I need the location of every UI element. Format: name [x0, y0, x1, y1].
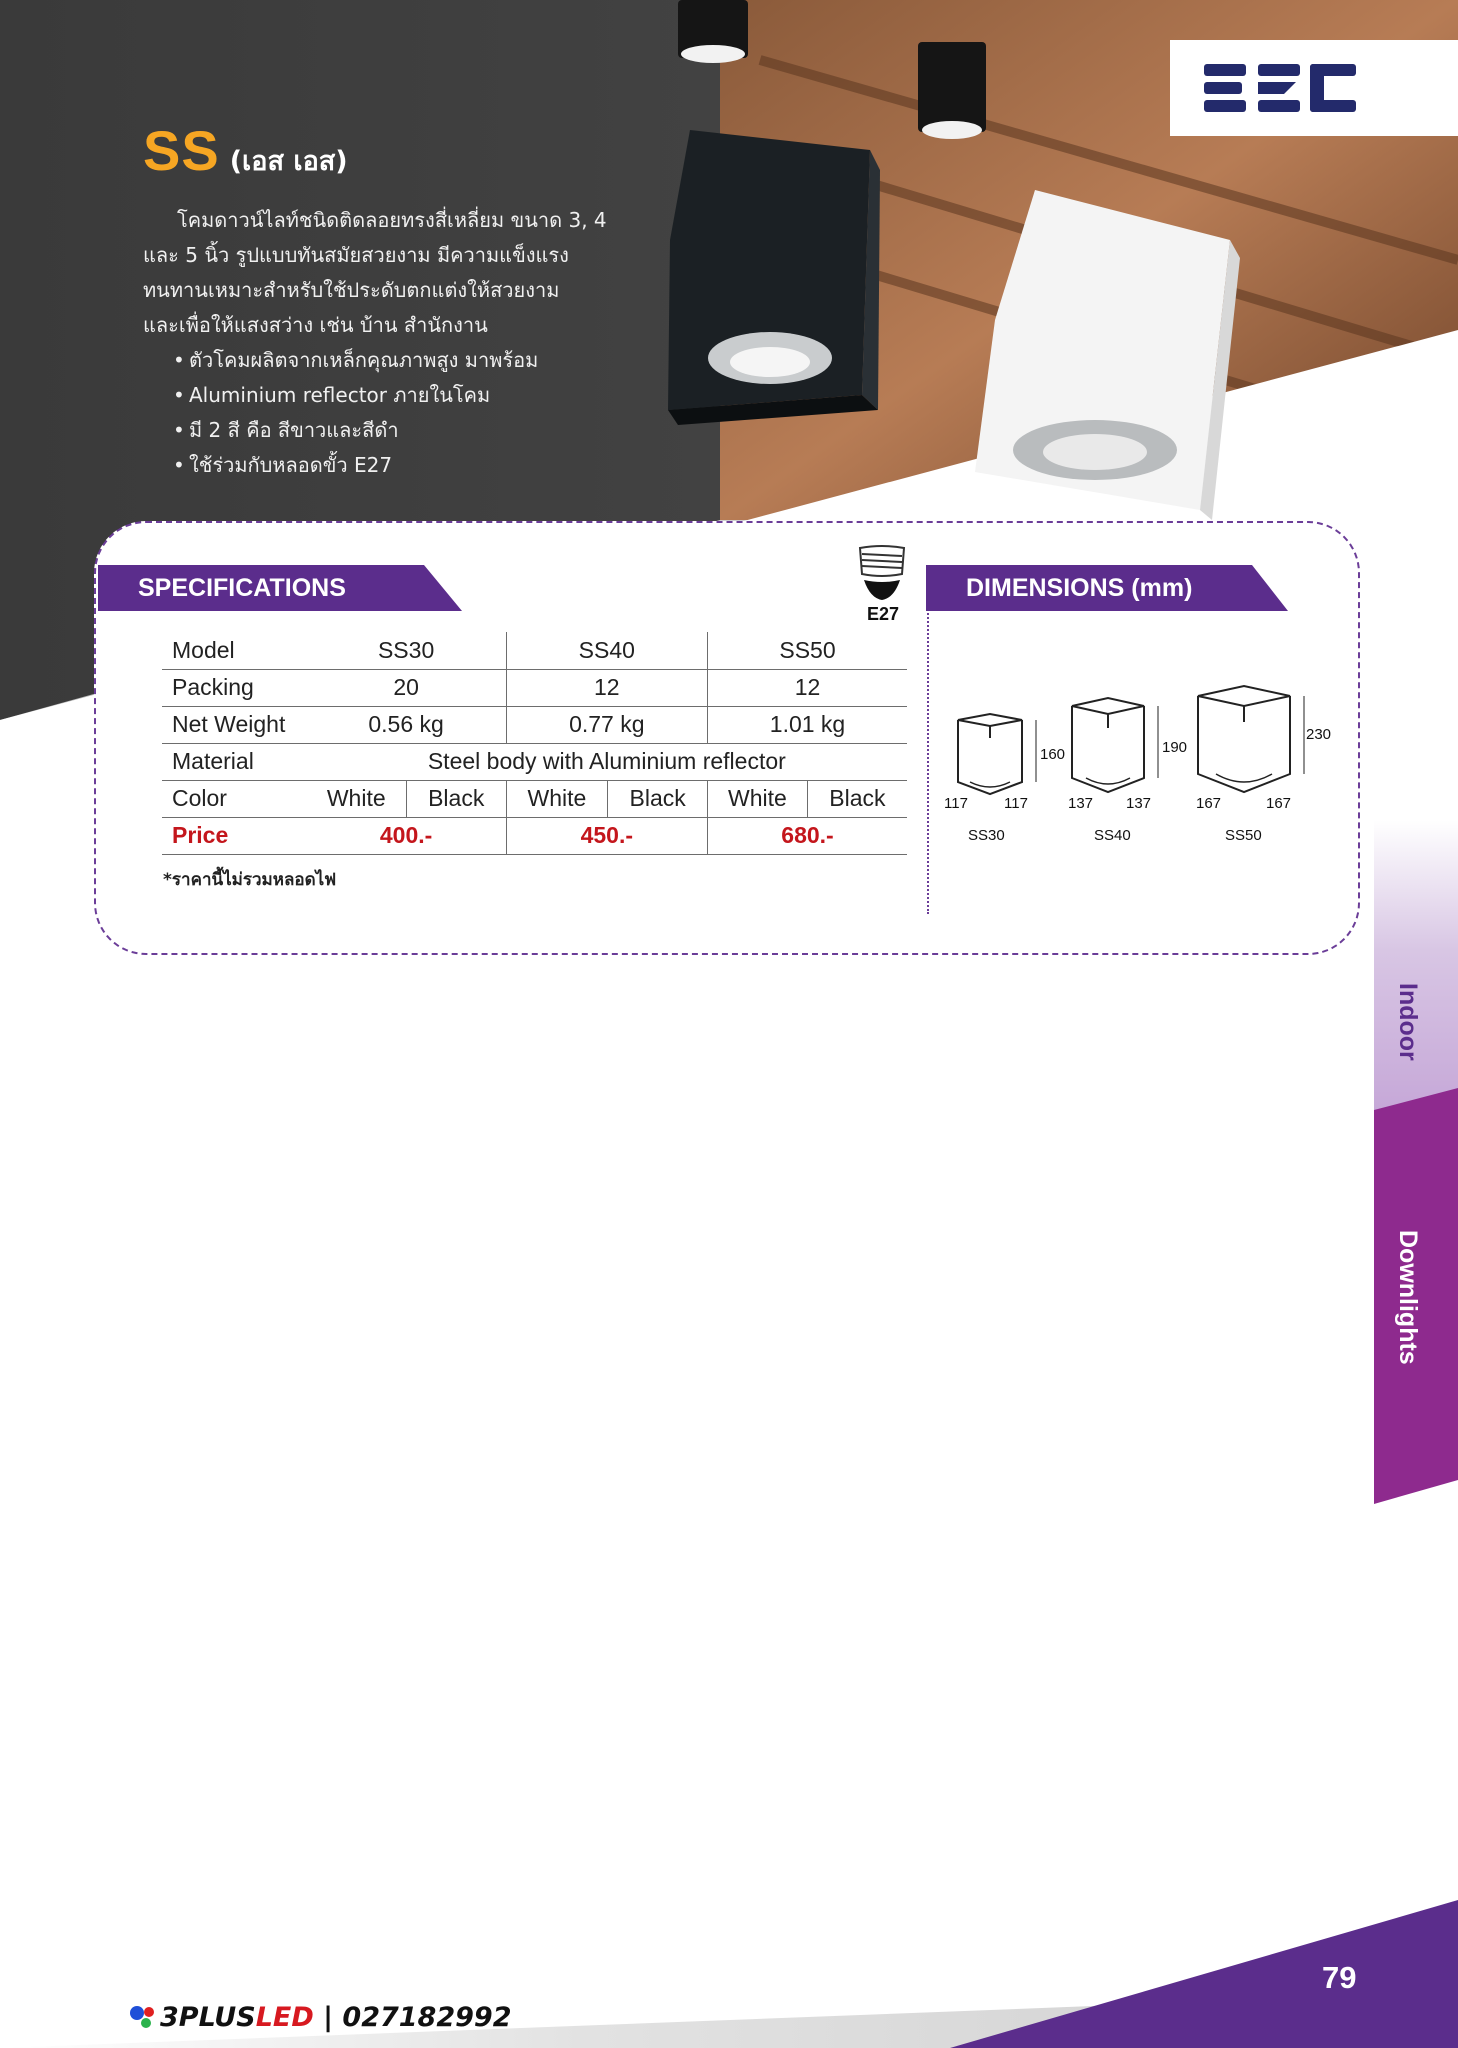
table-cell: Black	[406, 780, 506, 817]
table-row-price	[162, 817, 907, 854]
side-category-tab	[1374, 820, 1458, 1510]
price-cell: 400.-	[307, 817, 506, 854]
e27-bulb-icon	[852, 544, 912, 604]
table-cell: White	[307, 780, 407, 817]
table-cell: 0.56 kg	[307, 706, 506, 743]
spec-table	[162, 632, 907, 855]
table-cell: SS30	[307, 632, 506, 669]
ss30-top	[958, 714, 1022, 726]
description-line: และ 5 นิ้ว รูปแบบทันสมัยสวยงาม มีความแข็งแรง	[143, 243, 569, 267]
table-cell: 20	[307, 669, 506, 706]
row-label: Price	[162, 817, 307, 854]
description-line: และเพื่อให้แสงสว่าง เช่น บ้าน สำนักงาน	[143, 313, 488, 337]
description-line: ทนทานเหมาะสำหรับใช้ประดับตกแต่งให้สวยงาม	[143, 278, 560, 302]
brand-logo-bar	[1170, 40, 1458, 136]
row-label: Material	[162, 743, 307, 780]
table-row-color	[162, 780, 907, 817]
table-row-packing	[162, 669, 907, 706]
product-heading	[143, 118, 663, 183]
feature-item: • ตัวโคมผลิตจากเหล็กคุณภาพสูง มาพร้อม	[173, 343, 663, 378]
ss50-label: SS50	[1225, 827, 1262, 844]
price-cell: 680.-	[708, 817, 907, 854]
ss50-depth: 167	[1266, 795, 1292, 812]
dimension-drawings	[940, 666, 1340, 856]
page-number: 79	[1322, 1960, 1357, 1995]
table-cell: Black	[608, 780, 708, 817]
bec-logo	[1200, 62, 1360, 114]
product-code: SS	[143, 119, 220, 182]
ss40-label: SS40	[1094, 827, 1131, 844]
table-cell: White	[506, 780, 608, 817]
description-line: โคมดาวน์ไลท์ชนิดติดลอยทรงสี่เหลี่ยม ขนาด 3, 4	[177, 208, 607, 232]
ss40-width: 137	[1068, 795, 1094, 812]
ss30-width: 117	[944, 795, 968, 812]
3plusled-logo-dots	[128, 2004, 158, 2030]
ss50-width: 167	[1196, 795, 1222, 812]
product-description	[143, 203, 663, 483]
footer-brand	[160, 2002, 512, 2033]
feature-list	[173, 343, 663, 483]
table-row-weight	[162, 706, 907, 743]
bulb-type-label: E27	[866, 604, 900, 624]
ss50-height: 230	[1306, 726, 1332, 743]
table-cell: 12	[708, 669, 907, 706]
category-tab-downlights[interactable]: Downlights	[1394, 1230, 1422, 1365]
table-cell: SS50	[708, 632, 907, 669]
table-cell: 0.77 kg	[506, 706, 707, 743]
feature-item-text: Aluminium reflector ภายในโคม	[189, 383, 491, 407]
table-row-material	[162, 743, 907, 780]
ss30-height: 160	[1040, 746, 1066, 763]
dimensions-header	[926, 565, 1288, 611]
row-label: Model	[162, 632, 307, 669]
feature-item-continuation	[173, 378, 663, 413]
row-label: Net Weight	[162, 706, 307, 743]
ss40-height: 190	[1162, 739, 1188, 756]
price-cell: 450.-	[506, 817, 707, 854]
section-divider	[927, 606, 929, 914]
table-cell: Steel body with Aluminium reflector	[307, 743, 907, 780]
table-cell: Black	[807, 780, 907, 817]
ss30-label: SS30	[968, 827, 1005, 844]
brand-phone: | 027182992	[313, 2002, 512, 2033]
brand-name-b: LED	[255, 2002, 314, 2033]
category-tab-indoor[interactable]: Indoor	[1394, 983, 1422, 1061]
table-cell: 1.01 kg	[708, 706, 907, 743]
feature-item: • ใช้ร่วมกับหลอดขั้ว E27	[173, 448, 663, 483]
dimensions-title: DIMENSIONS (mm)	[966, 574, 1193, 602]
table-cell: White	[708, 780, 808, 817]
specifications-title: SPECIFICATIONS	[138, 574, 346, 602]
table-cell: SS40	[506, 632, 707, 669]
product-intro	[143, 118, 663, 483]
brand-name-a: 3PLUS	[160, 2002, 256, 2033]
table-cell: 12	[506, 669, 707, 706]
ss40-depth: 137	[1126, 795, 1152, 812]
row-label: Packing	[162, 669, 307, 706]
row-label: Color	[162, 780, 307, 817]
price-note: *ราคานี้ไม่รวมหลอดไฟ	[163, 870, 337, 890]
ss30-depth: 117	[1004, 795, 1028, 812]
feature-item: • มี 2 สี คือ สีขาวและสีดำ	[173, 413, 663, 448]
table-row-model	[162, 632, 907, 669]
product-thai-name: (เอส เอส)	[229, 146, 348, 177]
specifications-header	[98, 565, 462, 611]
